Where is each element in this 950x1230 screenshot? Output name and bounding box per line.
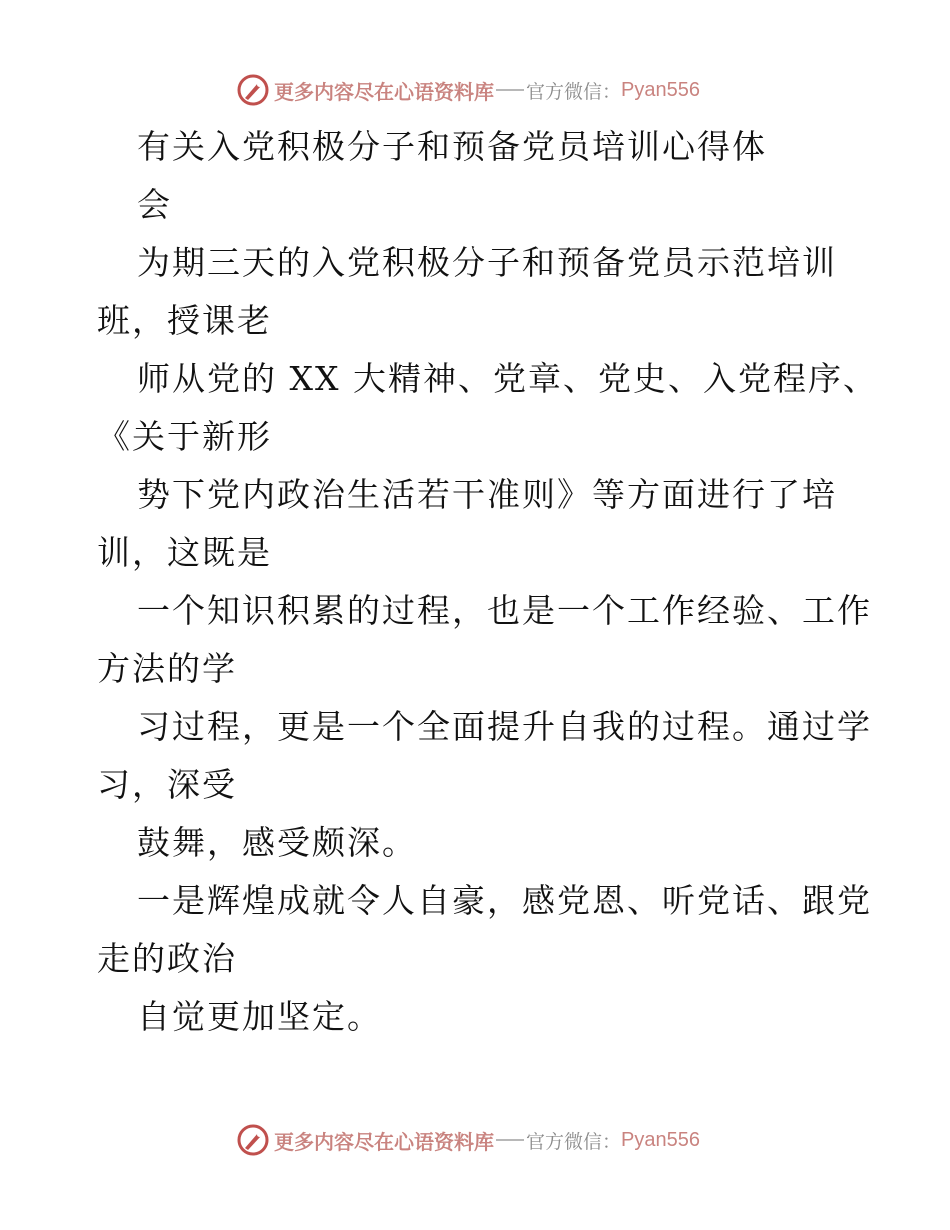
text-line: 为期三天的入党积极分子和预备党员示范培训 [137,243,837,282]
footer-watermark [236,1122,700,1158]
watermark-id-text: Pyan556 [621,78,700,101]
pen-logo-icon [236,73,270,107]
text-line: 师从党的 XX 大精神、党章、党史、入党程序、 [137,359,878,398]
text-line: 《关于新形 [97,417,272,456]
text-line: 走的政治 [97,939,237,978]
watermark-dash [496,1139,524,1141]
title-line-1: 有关入党积极分子和预备党员培训心得体 [137,127,767,166]
text-line: 一个知识积累的过程，也是一个工作经验、工作 [137,591,872,630]
watermark-sub-text: 官方微信： [526,80,622,103]
watermark-main-text: 更多内容尽在心语资料库 [274,1129,494,1154]
text-line: 班，授课老 [97,301,272,340]
watermark-id-text: Pyan556 [621,1128,700,1151]
watermark-dash [496,89,524,91]
text-line: 训，这既是 [97,533,272,572]
text-line: 自觉更加坚定。 [137,997,382,1036]
title-line-2: 会 [137,185,172,224]
text-line: 势下党内政治生活若干准则》等方面进行了培 [137,475,837,514]
watermark-sub-text: 官方微信： [526,1130,622,1153]
text-line: 方法的学 [97,649,237,688]
header-watermark [236,72,700,108]
text-line: 习过程，更是一个全面提升自我的过程。通过学 [137,707,872,746]
text-line: 习，深受 [97,765,237,804]
text-line: 鼓舞，感受颇深。 [137,823,417,862]
document-body [97,118,878,1046]
watermark-main-text: 更多内容尽在心语资料库 [274,79,494,104]
text-line: 一是辉煌成就令人自豪，感党恩、听党话、跟党 [137,881,872,920]
pen-logo-icon [236,1123,270,1157]
